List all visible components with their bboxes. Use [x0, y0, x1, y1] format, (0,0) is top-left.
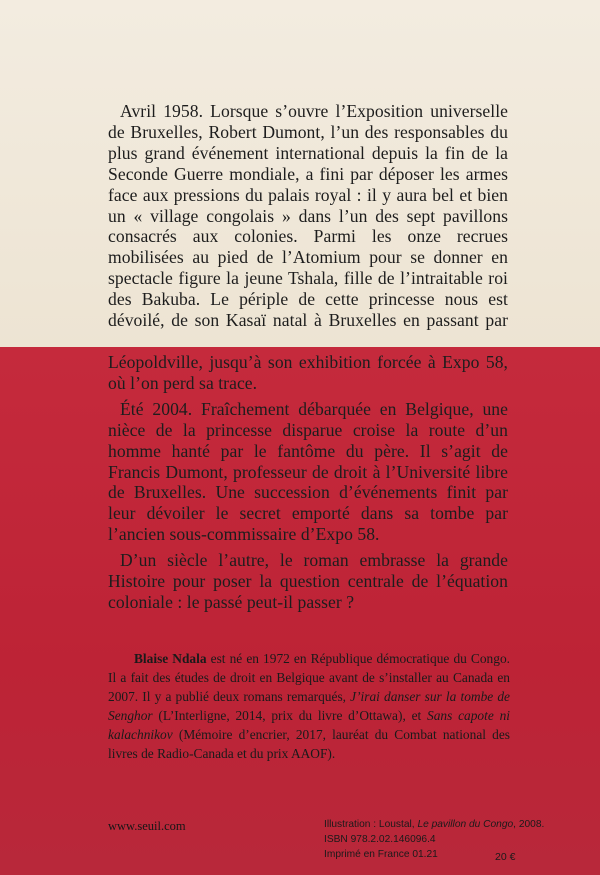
illustration-suffix: , 2008.: [513, 819, 545, 830]
publisher-website: www.seuil.com: [108, 819, 186, 833]
synopsis-top: [108, 101, 508, 331]
credits-block: [324, 817, 545, 862]
synopsis-paragraph-2: Été 2004. Fraîchement débarquée en Belgique, une nièce de la princesse disparue croise la route d’un homme hanté par le fantôme du père. Il s’agit de Francis Dumont, professeur de droit à l’Université libre de Bruxelles. Une succession d’événements finit par leur dévoiler le secret emporté dans sa tombe par l’ancien sous-commissaire d’Expo 58.: [108, 398, 508, 545]
book-title-2: Sans capote ni kalachnikov: [108, 707, 510, 742]
book-title-1: J’irai danser sur la tombe de Senghor: [108, 688, 510, 723]
author-bio: [108, 650, 510, 763]
synopsis-paragraph-1: Avril 1958. Lorsque s’ouvre l’Exposition universelle de Bruxelles, Robert Dumont, l’un des responsables du plus grand événement international depuis la fin de la Seconde Guerre mondiale, a fini par déposer les armes face aux pressions du palais royal : il y aura bel et bien un « village congolais » dans l’un des sept pavillons consacrés aux colonies. Parmi les onze recrues mobilisées au pied de l’Atomium pour se donner en spectacle figure la jeune Tshala, fille de l’intraitable roi des Bakuba. Le périple de cette princesse nous est dévoilé, de son Kasaï natal à Bruxelles en passant par: [108, 101, 508, 331]
author-name: Blaise Ndala: [134, 651, 207, 666]
bio-text-1: est né en 1972 en République démocratique du Congo. Il a fait des études de droit en Belgique avant de s’installer au Canada en 2007. Il y a publié deux romans remarqués,: [108, 651, 510, 704]
price: 20 €: [495, 851, 516, 863]
illustration-prefix: Illustration : Loustal,: [324, 819, 418, 830]
synopsis-lower: [108, 352, 508, 613]
synopsis-continuation: Léopoldville, jusqu’à son exhibition forcée à Expo 58, où l’on perd sa trace.: [108, 352, 508, 393]
bio-text-3: (Mémoire d’encrier, 2017, lauréat du Combat national des livres de Radio-Canada et du prix AAOF).: [108, 726, 510, 761]
printed-in: Imprimé en France 01.21: [324, 849, 438, 860]
illustration-title: Le pavillon du Congo: [417, 819, 514, 830]
bio-text-2: (L’Interligne, 2014, prix du livre d’Ottawa), et: [152, 707, 428, 723]
author-bio-paragraph: [108, 650, 510, 763]
synopsis-paragraph-3: D’un siècle l’autre, le roman embrasse la grande Histoire pour poser la question centrale de l’équation coloniale : le passé peut-il passer ?: [108, 550, 508, 612]
illustration-credit: [324, 817, 545, 832]
isbn: ISBN 978.2.02.146096.4: [324, 834, 436, 845]
